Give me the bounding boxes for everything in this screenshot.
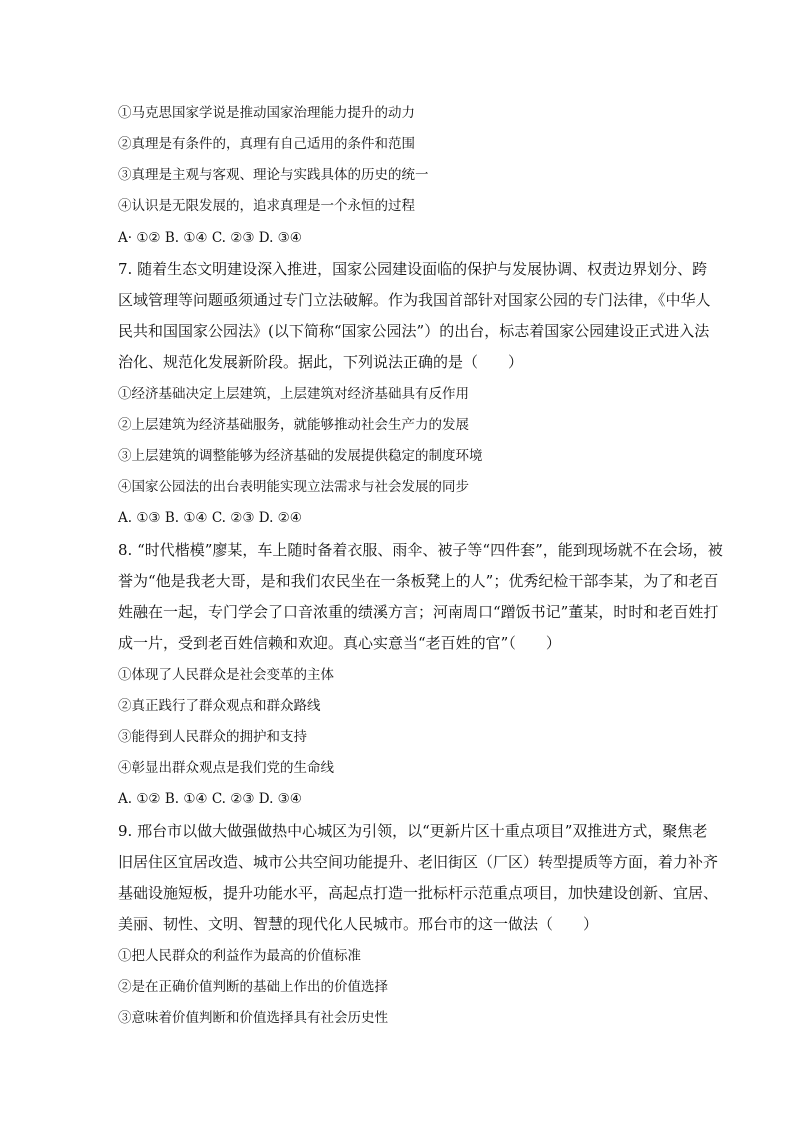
- q9-option-2: ②是在正确价值判断的基础上作出的价值选择: [118, 979, 388, 995]
- q8-stem-line-2: 誉为“他是我老大哥，是和我们农民坐在一条板凳上的人”；优秀纪检干部李某，为了和老百: [118, 572, 719, 590]
- q9-option-1: ①把人民群众的利益作为最高的价值标准: [118, 948, 361, 964]
- q7-stem-line-3: 民共和国国家公园法》(以下简称“国家公园法”）的出台，标志着国家公园建设正式进入法: [118, 322, 710, 340]
- q9-stem-line-4: 美丽、韧性、文明、智慧的现代化人民城市。邢台市的这一做法（ ）: [118, 915, 599, 933]
- q7-option-3: ③上层建筑的调整能够为经济基础的发展提供稳定的制度环境: [118, 448, 483, 464]
- q6-option-1: ①马克思国家学说是推动国家治理能力提升的动力: [118, 105, 415, 121]
- q7-answer-choices: A. ①③ B. ①④ C. ②③ D. ②④: [118, 510, 302, 526]
- q6-option-2: ②真理是有条件的，真理有自己适用的条件和范围: [118, 136, 415, 152]
- q8-option-4: ④彰显出群众观点是我们党的生命线: [118, 760, 334, 776]
- q8-stem-line-1: 8. “时代楷模”廖某，车上随时备着衣服、雨伞、被子等“四件套”，能到现场就不在会场，被: [118, 541, 723, 559]
- q7-stem-line-4: 治化、规范化发展新阶段。据此，下列说法正确的是（ ）: [118, 353, 524, 371]
- q7-option-4: ④国家公园法的出台表明能实现立法需求与社会发展的同步: [118, 479, 469, 495]
- q9-stem-line-1: 9. 邢台市以做大做强做热中心城区为引领，以“更新片区十重点项目”双推进方式，聚焦老: [118, 822, 708, 840]
- q6-option-3: ③真理是主观与客观、理论与实践具体的历史的统一: [118, 167, 429, 183]
- q7-option-1: ①经济基础决定上层建筑，上层建筑对经济基础具有反作用: [118, 386, 469, 402]
- q7-option-2: ②上层建筑为经济基础服务，就能够推动社会生产力的发展: [118, 417, 469, 433]
- q8-stem-line-4: 成一片，受到老百姓信赖和欢迎。真心实意当“老百姓的官”（ ）: [118, 634, 561, 652]
- q9-stem-line-3: 基础设施短板，提升功能水平，高起点打造一批标杆示范重点项目，加快建设创新、宜居、: [118, 884, 719, 902]
- q7-stem-line-2: 区域管理等问题亟须通过专门立法破解。作为我国首部针对国家公园的专门法律，《中华人: [118, 291, 711, 309]
- q8-answer-choices: A. ①② B. ①④ C. ②③ D. ③④: [118, 791, 302, 807]
- q7-stem-line-1: 7. 随着生态文明建设深入推进，国家公园建设面临的保护与发展协调、权责边界划分、跨: [118, 260, 708, 278]
- q8-option-3: ③能得到人民群众的拥护和支持: [118, 729, 307, 745]
- q6-answer-choices: A· ①② B. ①④ C. ②③ D. ③④: [118, 230, 302, 246]
- q8-option-2: ②真正践行了群众观点和群众路线: [118, 698, 321, 714]
- q9-option-3: ③意味着价值判断和价值选择具有社会历史性: [118, 1010, 388, 1026]
- q8-stem-line-3: 姓融在一起，专门学会了口音浓重的绩溪方言；河南周口“蹭饭书记”董某，时时和老百姓打: [118, 603, 719, 621]
- q9-stem-line-2: 旧居住区宜居改造、城市公共空间功能提升、老旧街区（厂区）转型提质等方面，着力补齐: [118, 853, 719, 871]
- q8-option-1: ①体现了人民群众是社会变革的主体: [118, 667, 334, 683]
- q6-option-4: ④认识是无限发展的，追求真理是一个永恒的过程: [118, 198, 415, 214]
